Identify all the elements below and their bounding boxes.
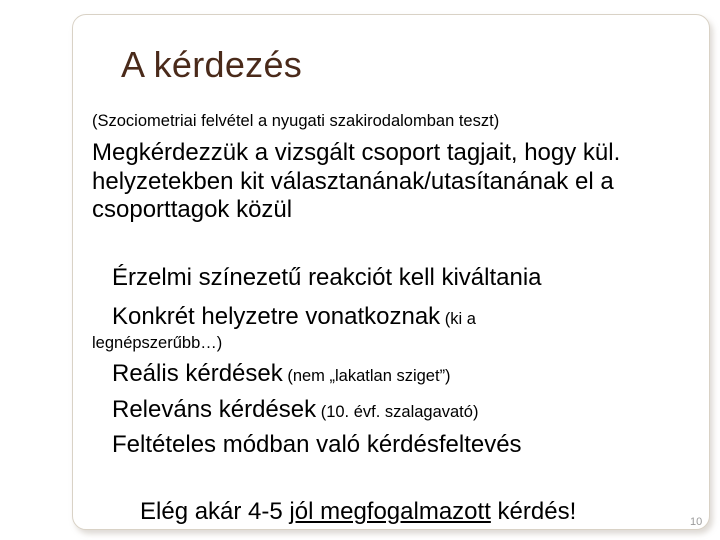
bullet-note: (10. évf. szalagavató) [316,403,479,421]
bullet-note-continuation: legnépszerűbb…) [92,334,223,352]
bullet-text: Reális kérdések [112,360,283,387]
page-number: 10 [690,516,703,528]
slide-title: A kérdezés [121,44,303,85]
footer-text-end: kérdés! [490,498,577,525]
footer-text-underlined: jól megfogalmazott [289,498,491,525]
bullet-item [92,396,478,424]
bullet-item [92,431,522,459]
bullet-text: Konkrét helyzetre vonatkoznak [112,303,441,330]
bullet-item [92,360,451,388]
bullet-note: (nem „lakatlan sziget”) [282,367,451,385]
intro-paragraph: Megkérdezzük a vizsgált csoport tagjait, hogy kül. helyzetekben kit választanának/utasítanának el a csoporttagok közül [92,139,621,223]
slide-subtitle: (Szociometriai felvétel a nyugati szakirodalomban teszt) [92,112,500,130]
bullet-text: Releváns kérdések [112,396,317,423]
bullet-text: Érzelmi színezetű reakciót kell kiváltania [112,264,542,291]
footer-statement [140,498,576,526]
bullet-text: Feltételes módban való kérdésfeltevés [112,431,522,458]
bullet-item [92,264,542,292]
footer-text-start: Elég akár 4-5 [140,498,290,525]
bullet-item [92,303,476,331]
bullet-note: (ki a [440,310,476,328]
